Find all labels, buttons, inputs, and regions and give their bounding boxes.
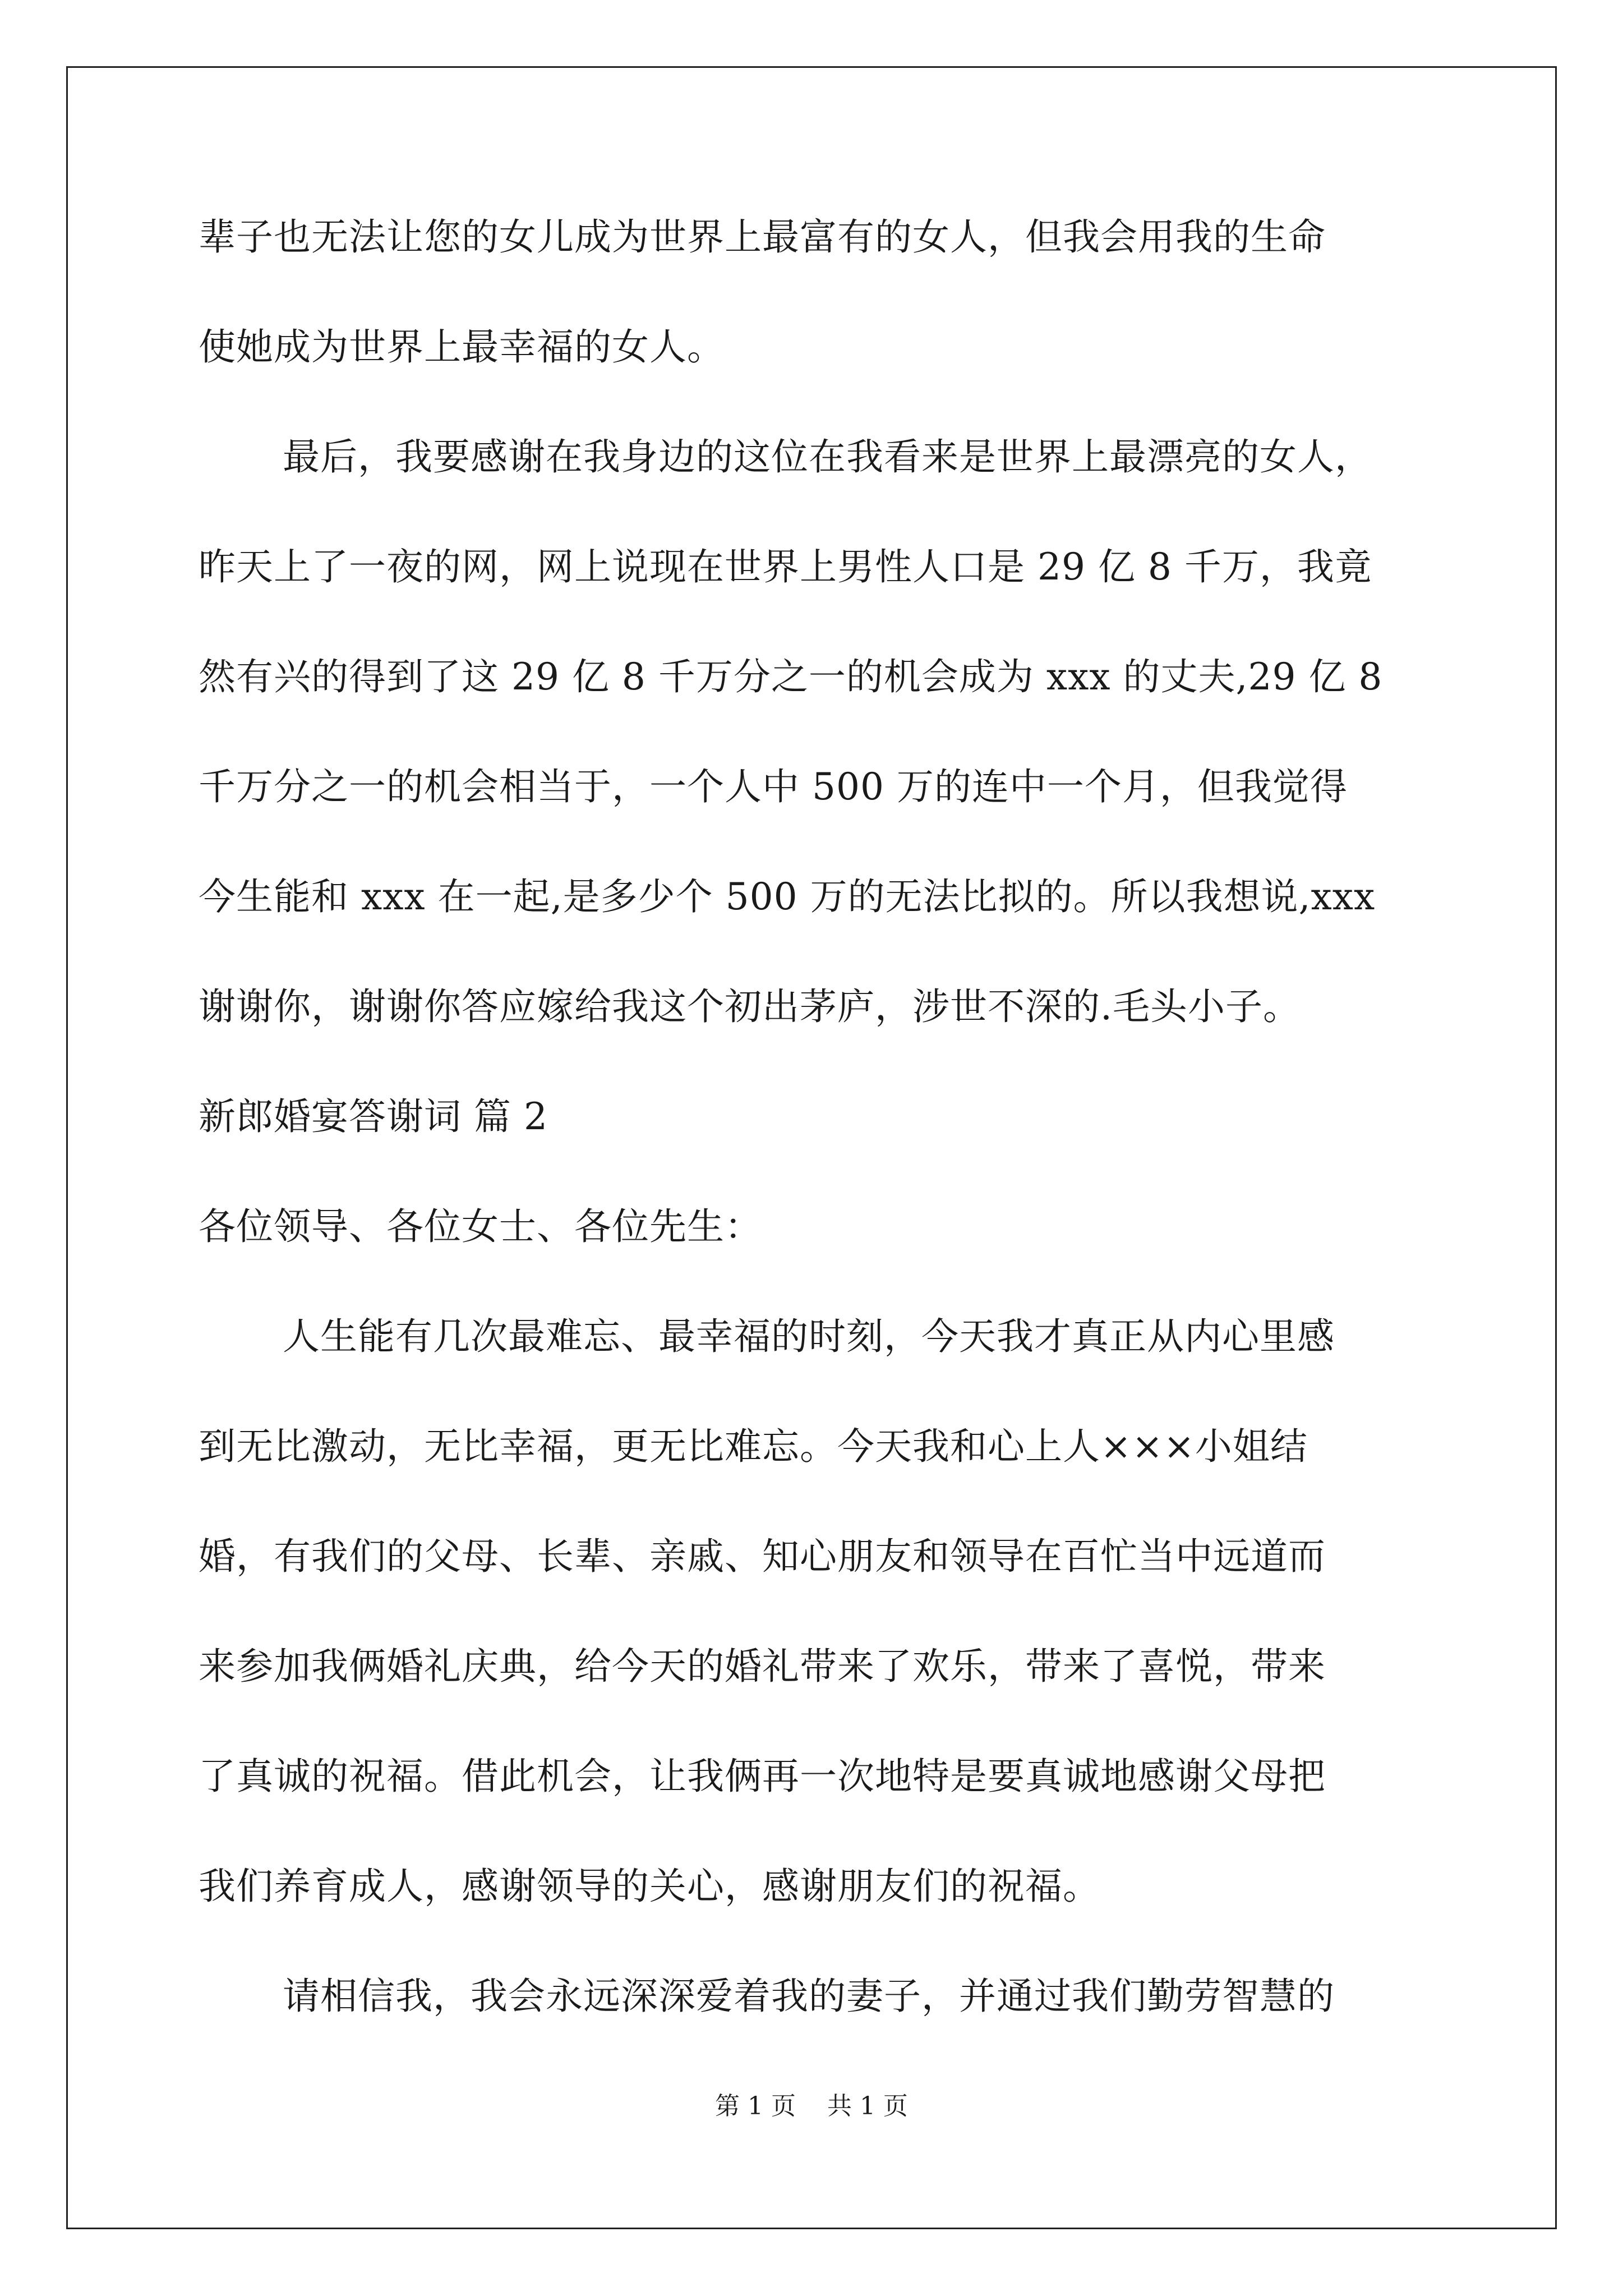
salutation: 各位领导、各位女士、各位先生：: [199, 1205, 762, 1248]
text-line: 了真诚的祝福。借此机会，让我俩再一次地特是要真诚地感谢父母把: [199, 1755, 1326, 1798]
page-footer: 第 1 页 共 1 页: [715, 2092, 908, 2120]
text-line: 今生能和 xxx 在一起,是多少个 500 万的无法比拟的。所以我想说,xxx: [199, 875, 1376, 918]
text-line: 昨天上了一夜的网，网上说现在世界上男性人口是 29 亿 8 千万，我竟: [199, 545, 1372, 588]
text-line: 千万分之一的机会相当于，一个人中 500 万的连中一个月，但我觉得: [199, 765, 1348, 808]
paragraph-start-line: 最后，我要感谢在我身边的这位在我看来是世界上最漂亮的女人，: [283, 435, 1372, 478]
paragraph-start-line: 人生能有几次最难忘、最幸福的时刻，今天我才真正从内心里感: [283, 1315, 1335, 1358]
text-line: 我们养育成人，感谢领导的关心，感谢朋友们的祝福。: [199, 1865, 1100, 1908]
text-line: 辈子也无法让您的女儿成为世界上最富有的女人，但我会用我的生命: [199, 215, 1326, 259]
text-line: 到无比激动，无比幸福，更无比难忘。今天我和心上人×××小姐结: [199, 1425, 1308, 1468]
text-line: 谢谢你，谢谢你答应嫁给我这个初出茅庐，涉世不深的.毛头小子。: [199, 985, 1301, 1028]
text-line: 婚，有我们的父母、长辈、亲戚、知心朋友和领导在百忙当中远道而: [199, 1535, 1326, 1578]
text-line: 来参加我俩婚礼庆典，给今天的婚礼带来了欢乐，带来了喜悦，带来: [199, 1645, 1326, 1688]
text-line: 然有兴的得到了这 29 亿 8 千万分之一的机会成为 xxx 的丈夫,29 亿 8: [199, 655, 1383, 698]
paragraph-start-line: 请相信我，我会永远深深爱着我的妻子，并通过我们勤劳智慧的: [283, 1975, 1335, 2018]
section-heading: 新郎婚宴答谢词 篇 2: [199, 1095, 548, 1138]
text-line: 使她成为世界上最幸福的女人。: [199, 325, 725, 369]
